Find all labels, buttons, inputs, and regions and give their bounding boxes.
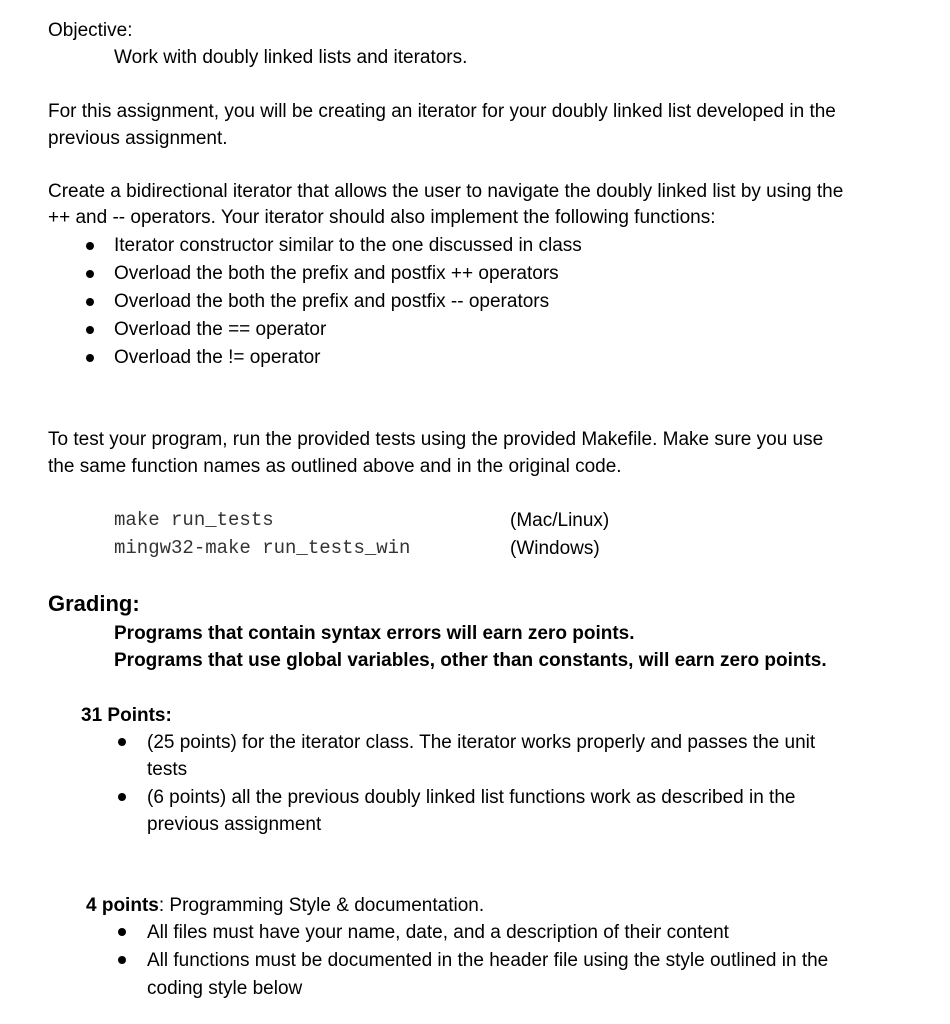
bullet-icon — [118, 956, 126, 964]
bullet-icon — [86, 270, 94, 278]
command-mac-linux: make run_tests — [114, 509, 274, 531]
iterator-desc-line-2: ++ and -- operators. Your iterator should also implement the following functions: — [48, 207, 716, 228]
bullet-icon — [86, 242, 94, 250]
bullet-icon — [86, 298, 94, 306]
grading-rule-2: Programs that use global variables, other than constants, will earn zero points. — [114, 650, 827, 671]
intro-line-1: For this assignment, you will be creating an iterator for your doubly linked list developed in the — [48, 101, 836, 122]
intro-line-2: previous assignment. — [48, 128, 228, 149]
section-31-points-title: 31 Points: — [81, 705, 172, 726]
testing-line-2: the same function names as outlined above and in the original code. — [48, 456, 622, 477]
section-4-item-1-line-1: All files must have your name, date, and a description of their content — [147, 922, 729, 943]
section-31-item-1-line-2: tests — [147, 759, 188, 780]
bullet-icon — [118, 793, 126, 801]
section-4-item-2-line-1: All functions must be documented in the header file using the style outlined in the — [147, 950, 829, 971]
document-page: Objective: Work with doubly linked lists and iterators. For this assignment, you will be creating an iterator for your doubly linked list developed in the previous assignment. Create a bidirectional iterator that allows the user to navigate the doubly linked list by using the ++ and -- operators. Your iterator should also implement the following functions: Iterator constructor similar to the one discussed in class Overload the both the prefix and postfix ++ operators Overload the both the prefix and postfix -- operators Overload the == operator Overload the != operator To test your program, run the provided tests using the provided Makefile. Make sure you use the same function names as outlined above and in the original code. make run_tests (Mac/Linux) mingw32-make run_tests_win (Windows) Grading: Programs that contain syntax errors will earn zero points. Programs that use global variables, other than constants, will earn zero points. 31 Points: (25 points) for the iterator class. The iterator works properly and passes the unit tests (6 points) all the previous doubly linked list functions work as described in the previous assignment 4 points: Programming Style & documentation. All files must have your name, date, and a description of their content All functions must be documented in the header file using the style outlined in the coding style below — [0, 0, 950, 1024]
testing-line-1: To test your program, run the provided tests using the provided Makefile. Make sure you use — [48, 429, 824, 450]
section-4-points-title-bold: 4 points — [86, 895, 159, 916]
objective-text: Work with doubly linked lists and iterators. — [114, 47, 468, 68]
section-4-item-2-line-2: coding style below — [147, 978, 303, 999]
iterator-desc-line-1: Create a bidirectional iterator that allows the user to navigate the doubly linked list by using the — [48, 181, 844, 202]
bullet-icon — [118, 738, 126, 746]
command-mac-linux-platform: (Mac/Linux) — [510, 510, 610, 531]
bullet-icon — [118, 928, 126, 936]
objective-label: Objective: — [48, 20, 133, 41]
section-31-item-1-line-1: (25 points) for the iterator class. The iterator works properly and passes the unit — [147, 732, 816, 753]
section-31-item-2-line-1: (6 points) all the previous doubly linked list functions work as described in the — [147, 787, 796, 808]
command-windows: mingw32-make run_tests_win — [114, 537, 411, 559]
bullet-icon — [86, 354, 94, 362]
section-31-item-2-line-2: previous assignment — [147, 814, 322, 835]
grading-rule-1: Programs that contain syntax errors will earn zero points. — [114, 623, 635, 644]
grading-heading: Grading: — [48, 591, 140, 616]
bullet-icon — [86, 326, 94, 334]
section-4-points-title-rest: : Programming Style & documentation. — [158, 895, 485, 916]
section-4-points-title — [86, 892, 484, 919]
command-windows-platform: (Windows) — [510, 538, 600, 559]
